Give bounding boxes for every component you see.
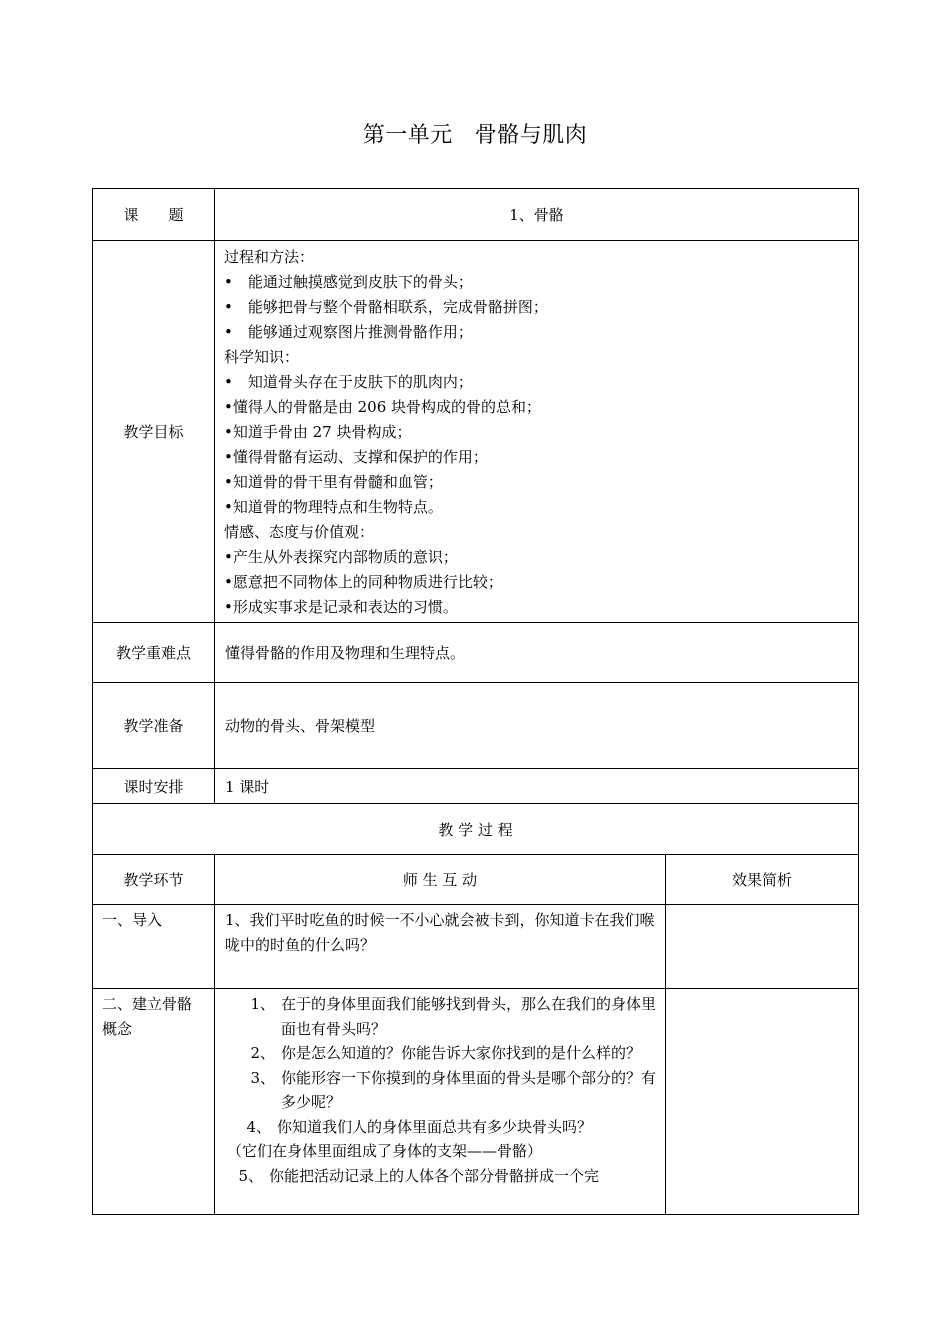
lesson-plan-table xyxy=(92,188,859,1215)
analysis-cell-intro xyxy=(666,905,859,989)
key-points-label: 教学重难点 xyxy=(93,623,215,683)
objective-line: 过程和方法： xyxy=(224,248,315,266)
objective-line: • 知道骨头存在于皮肤下的肌肉内； xyxy=(224,373,473,391)
page-title xyxy=(0,118,950,149)
topic-value: 1、骨骼 xyxy=(215,189,859,241)
key-points-value: 懂得骨骼的作用及物理和生理特点。 xyxy=(215,623,859,683)
objective-line: 科学知识： xyxy=(224,348,300,366)
objective-line: • 能通过触摸感觉到皮肤下的骨头； xyxy=(224,273,473,291)
topic-label: 课 题 xyxy=(93,189,215,241)
objective-line: •知道骨的物理特点和生物特点。 xyxy=(224,498,443,516)
prep-value: 动物的骨头、骨架模型 xyxy=(215,683,859,769)
process-columns-row xyxy=(93,855,859,905)
step-number: 1、 xyxy=(250,995,275,1013)
step-number: 4、 xyxy=(246,1117,271,1136)
step-item xyxy=(225,1066,657,1115)
step-note: （它们在身体里面组成了身体的支架——骨骼） xyxy=(227,1142,543,1160)
lesson-theme: 骨骼与肌肉 xyxy=(474,123,588,148)
topic-row xyxy=(93,189,859,241)
process-header-row xyxy=(93,804,859,855)
step-text: 你知道我们人的身体里面总共有多少块骨头吗？ xyxy=(277,1117,593,1136)
objectives-label: 教学目标 xyxy=(93,241,215,623)
stage-steps-concept xyxy=(215,989,666,1215)
step-number: 3、 xyxy=(250,1068,275,1087)
col-interaction-header: 师 生 互 动 xyxy=(215,855,666,905)
prep-row xyxy=(93,683,859,769)
objective-line: •懂得人的骨骼是由 206 块骨构成的骨的总和； xyxy=(224,398,542,416)
prep-label: 教学准备 xyxy=(93,683,215,769)
schedule-label: 课时安排 xyxy=(93,769,215,804)
step-item xyxy=(225,1164,657,1189)
stage-row-intro xyxy=(93,905,859,989)
unit-title: 第一单元 xyxy=(362,123,453,148)
step-item xyxy=(225,992,657,1041)
stage-row-concept xyxy=(93,989,859,1215)
objective-line: 情感、态度与价值观： xyxy=(224,523,375,541)
schedule-row xyxy=(93,769,859,804)
objective-line: •知道骨的骨干里有骨髓和血管； xyxy=(224,473,443,491)
step-number: 2、 xyxy=(250,1044,275,1062)
objective-line: •产生从外表探究内部物质的意识； xyxy=(224,548,458,566)
key-points-row xyxy=(93,623,859,683)
objective-line: •形成实事求是记录和表达的习惯。 xyxy=(224,598,458,616)
objective-line: •懂得骨骼有运动、支撑和保护的作用； xyxy=(224,448,488,466)
step-text: 你能形容一下你摸到的身体里面的骨头是哪个部分的？有多少呢？ xyxy=(281,1068,657,1111)
objective-line: • 能够通过观察图片推测骨骼作用； xyxy=(224,323,473,341)
step-text: 你能把活动记录上的人体各个部分骨骼拼成一个完 xyxy=(269,1166,600,1185)
schedule-value: 1 课时 xyxy=(215,769,859,804)
col-analysis-header: 效果简析 xyxy=(666,855,859,905)
col-stage-header: 教学环节 xyxy=(93,855,215,905)
objective-line: •愿意把不同物体上的同种物质进行比较； xyxy=(224,573,503,591)
process-header: 教 学 过 程 xyxy=(93,804,859,855)
objectives-row xyxy=(93,241,859,623)
objective-line: • 能够把骨与整个骨骼相联系，完成骨骼拼图； xyxy=(224,298,548,316)
stage-text-intro: 1、我们平时吃鱼的时候一不小心就会被卡到，你知道卡在我们喉咙中的时鱼的什么吗？ xyxy=(215,905,666,989)
objective-line: •知道手骨由 27 块骨构成； xyxy=(224,423,412,441)
step-item xyxy=(225,1041,657,1066)
stage-label-intro: 一、导入 xyxy=(93,905,215,989)
analysis-cell-concept xyxy=(666,989,859,1215)
step-item xyxy=(225,1115,657,1140)
objectives-list xyxy=(215,241,859,623)
stage-label-concept: 二、建立骨骼概念 xyxy=(93,989,215,1215)
step-text: 在于的身体里面我们能够找到骨头，那么在我们的身体里面也有骨头吗？ xyxy=(281,995,657,1038)
step-number: 5、 xyxy=(238,1166,263,1185)
step-text: 你是怎么知道的？你能告诉大家你找到的是什么样的？ xyxy=(281,1044,642,1062)
